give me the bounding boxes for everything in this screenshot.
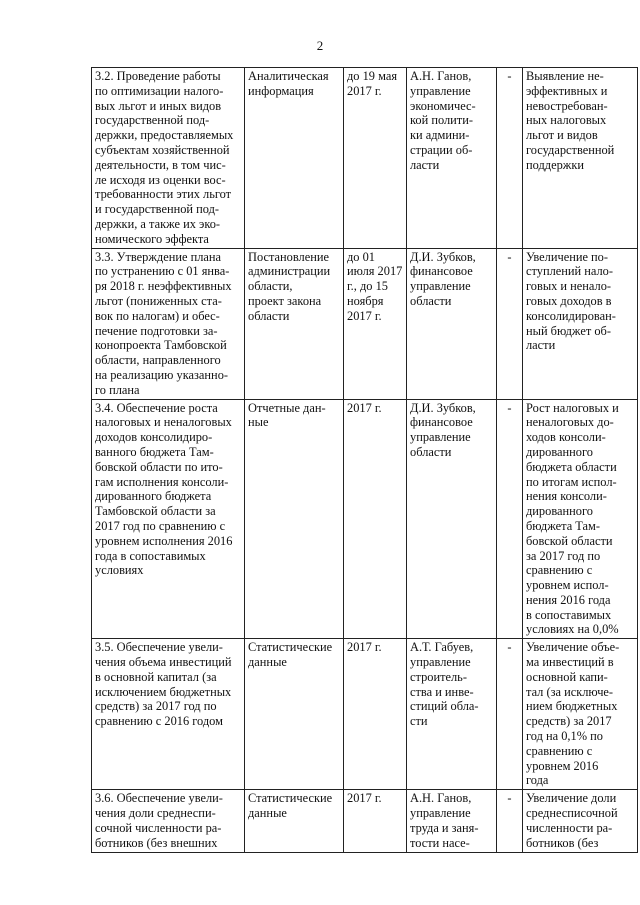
text-line: до 19 мая <box>347 69 398 83</box>
text-line: по устранению с 01 янва- <box>95 264 230 279</box>
text-line: чения объема инвестиций <box>95 655 232 670</box>
text-line: сравнению с <box>526 563 593 578</box>
text-line: ласти <box>410 157 440 172</box>
text-line: Д.И. Зубков, <box>410 400 476 415</box>
text-line: ма инвестиций в <box>526 655 614 670</box>
text-line: управление <box>410 430 471 445</box>
table-row <box>92 399 638 639</box>
text-line: ный бюджет об- <box>526 323 611 338</box>
text-line: экономичес- <box>410 98 476 113</box>
expected-result-cell <box>523 248 638 399</box>
text-line: ходов консоли- <box>526 430 606 445</box>
responsible-cell <box>407 68 497 249</box>
text-line: финансовое <box>410 415 473 430</box>
text-line: вых льгот и иных видов <box>95 98 222 113</box>
dash-cell: - <box>497 790 523 853</box>
text-line: вок по налогам) и обес- <box>95 308 220 323</box>
text-line: года в сопоставимых <box>95 548 206 563</box>
text-line: управление <box>410 655 471 670</box>
text-line: области <box>248 308 290 323</box>
text-line: печение подготовки за- <box>95 323 218 338</box>
text-line: данные <box>248 806 287 821</box>
text-line: дированного бюджета <box>95 489 212 504</box>
deadline-cell <box>344 248 407 399</box>
text-line: сравнению с <box>526 743 593 758</box>
text-line: Постановление <box>248 249 329 264</box>
text-line: ботников (без внешних <box>95 835 218 850</box>
responsible-cell <box>407 639 497 790</box>
text-line: среднесписочной <box>526 806 618 821</box>
text-line: условиях на 0,0% <box>526 622 619 637</box>
text-line: говых доходов в <box>526 293 612 308</box>
text-line: управление <box>410 279 471 294</box>
text-line: стиций обла- <box>410 699 479 714</box>
text-line: труда и заня- <box>410 820 479 835</box>
table-row <box>92 248 638 399</box>
text-line: бовской области <box>526 533 613 548</box>
text-line: 3.2. Проведение работы <box>95 69 221 83</box>
text-line: администрации <box>248 264 331 279</box>
task-cell <box>92 639 245 790</box>
text-line: исключением бюджетных <box>95 684 232 699</box>
expected-result-cell <box>523 639 638 790</box>
text-line: Увеличение по- <box>526 249 609 264</box>
text-line: условиях <box>95 563 144 578</box>
text-line: 3.6. Обеспечение увели- <box>95 791 223 806</box>
text-line: строитель- <box>410 669 467 684</box>
text-line: поддержки <box>526 157 584 172</box>
deadline-cell <box>344 68 407 249</box>
text-line: 2017 г. <box>347 400 382 415</box>
text-line: Аналитическая <box>248 69 329 83</box>
text-line: 3.4. Обеспечение роста <box>95 400 218 415</box>
text-line: Рост налоговых и <box>526 400 619 415</box>
text-line: номического эффекта <box>95 231 209 246</box>
text-line: проект закона <box>248 293 322 308</box>
table-row <box>92 639 638 790</box>
text-line: ки админи- <box>410 128 470 143</box>
text-line: А.Т. Габуев, <box>410 640 474 655</box>
table-row <box>92 790 638 853</box>
text-line: ле исходя из оценки вос- <box>95 172 226 187</box>
text-line: Д.И. Зубков, <box>410 249 476 264</box>
text-line: ступлений нало- <box>526 264 613 279</box>
text-line: бюджета области <box>526 459 617 474</box>
text-line: 2017 г. <box>347 308 382 323</box>
text-line: 3.3. Утверждение плана <box>95 249 222 264</box>
text-line: 3.5. Обеспечение увели- <box>95 640 223 655</box>
text-line: за 2017 год по <box>526 548 601 563</box>
page-number: 2 <box>316 38 324 53</box>
text-line: и государственной под- <box>95 202 220 217</box>
text-line: конопроекта Тамбовской <box>95 338 227 353</box>
text-line: ванного бюджета Там- <box>95 444 214 459</box>
action-plan-table <box>91 67 638 853</box>
text-line: ные <box>248 415 269 430</box>
responsible-cell <box>407 399 497 639</box>
expected-result-cell <box>523 399 638 639</box>
text-line: кой полити- <box>410 113 473 128</box>
text-line: 2017 г. <box>347 640 382 655</box>
text-line: июля 2017 <box>347 264 403 279</box>
document-form-cell <box>245 248 344 399</box>
text-line: нения консоли- <box>526 489 607 504</box>
text-line: льгот и видов <box>526 128 598 143</box>
text-line: бовской области по ито- <box>95 459 223 474</box>
text-line: гам исполнения консоли- <box>95 474 229 489</box>
text-line: доходов консолидиро- <box>95 430 213 445</box>
text-line: Тамбовской области за <box>95 504 216 519</box>
text-line: неналоговых до- <box>526 415 614 430</box>
text-line: субъектам хозяйственной <box>95 142 230 157</box>
text-line: Выявление не- <box>526 69 604 83</box>
text-line: ства и инве- <box>410 684 474 699</box>
text-line: говых и ненало- <box>526 279 612 294</box>
text-line: дированного <box>526 504 593 519</box>
text-line: невостребован- <box>526 98 608 113</box>
text-line: данные <box>248 655 287 670</box>
text-line: года <box>526 773 549 788</box>
text-line: тал (за исключе- <box>526 684 614 699</box>
task-cell <box>92 248 245 399</box>
text-line: год на 0,1% по <box>526 729 603 744</box>
text-line: области <box>410 293 452 308</box>
table-row <box>92 68 638 249</box>
document-form-cell <box>245 68 344 249</box>
text-line: ноября <box>347 293 384 308</box>
text-line: тости насе- <box>410 835 470 850</box>
text-line: страции об- <box>410 142 473 157</box>
text-line: основной капи- <box>526 669 608 684</box>
text-line: дированного <box>526 444 593 459</box>
text-line: ласти <box>526 338 556 353</box>
text-line: численности ра- <box>526 820 613 835</box>
text-line: до 01 <box>347 249 375 264</box>
deadline-cell <box>344 790 407 853</box>
text-line: области <box>410 444 452 459</box>
text-line: уровнем 2016 <box>526 758 599 773</box>
text-line: уровнем исполнения 2016 <box>95 533 233 548</box>
text-line: управление <box>410 83 471 98</box>
document-form-cell <box>245 790 344 853</box>
text-line: государственной под- <box>95 113 210 128</box>
text-line: консолидирован- <box>526 308 616 323</box>
dash-cell: - <box>497 248 523 399</box>
document-form-cell <box>245 399 344 639</box>
deadline-cell <box>344 399 407 639</box>
text-line: льгот (пониженных ста- <box>95 293 222 308</box>
text-line: ботников (без <box>526 835 599 850</box>
text-line: управление <box>410 806 471 821</box>
text-line: в сопоставимых <box>526 607 612 622</box>
text-line: 2017 г. <box>347 83 382 98</box>
text-line: 2017 год по сравнению с <box>95 518 226 533</box>
text-line: государственной <box>526 142 615 157</box>
text-line: ря 2018 г. неэффективных <box>95 279 232 294</box>
text-line: уровнем испол- <box>526 578 609 593</box>
text-line: Статистические <box>248 791 333 806</box>
deadline-cell <box>344 639 407 790</box>
text-line: области, <box>248 279 293 294</box>
dash-cell: - <box>497 68 523 249</box>
expected-result-cell <box>523 68 638 249</box>
text-line: области, направленного <box>95 353 221 368</box>
text-line: по итогам испол- <box>526 474 617 489</box>
text-line: в основной капитал (за <box>95 669 217 684</box>
text-line: деятельности, в том чис- <box>95 157 226 172</box>
text-line: средств) за 2017 <box>526 714 612 729</box>
text-line: сочной численности ра- <box>95 820 222 835</box>
text-line: чения доли среднеспи- <box>95 806 216 821</box>
text-line: го плана <box>95 382 140 397</box>
expected-result-cell <box>523 790 638 853</box>
responsible-cell <box>407 790 497 853</box>
document-form-cell <box>245 639 344 790</box>
dash-cell: - <box>497 399 523 639</box>
text-line: А.Н. Ганов, <box>410 791 472 806</box>
text-line: сравнению с 2016 годом <box>95 714 223 729</box>
text-line: информация <box>248 83 314 98</box>
text-line: на реализацию указанно- <box>95 367 229 382</box>
task-cell <box>92 68 245 249</box>
text-line: эффективных и <box>526 83 608 98</box>
text-line: по оптимизации налого- <box>95 83 224 98</box>
text-line: финансовое <box>410 264 473 279</box>
text-line: требованности этих льгот <box>95 187 232 202</box>
text-line: бюджета Там- <box>526 518 601 533</box>
text-line: Увеличение доли <box>526 791 617 806</box>
text-line: Увеличение объе- <box>526 640 620 655</box>
text-line: держки, а также их эко- <box>95 216 221 231</box>
task-cell <box>92 790 245 853</box>
text-line: А.Н. Ганов, <box>410 69 472 83</box>
text-line: нием бюджетных <box>526 699 618 714</box>
text-line: нения 2016 года <box>526 592 611 607</box>
text-line: средств) за 2017 год по <box>95 699 217 714</box>
dash-cell: - <box>497 639 523 790</box>
text-line: держки, предоставляемых <box>95 128 234 143</box>
text-line: Статистические <box>248 640 333 655</box>
text-line: г., до 15 <box>347 279 388 294</box>
responsible-cell <box>407 248 497 399</box>
text-line: ных налоговых <box>526 113 607 128</box>
task-cell <box>92 399 245 639</box>
text-line: налоговых и неналоговых <box>95 415 232 430</box>
text-line: Отчетные дан- <box>248 400 326 415</box>
text-line: сти <box>410 714 428 729</box>
text-line: 2017 г. <box>347 791 382 806</box>
